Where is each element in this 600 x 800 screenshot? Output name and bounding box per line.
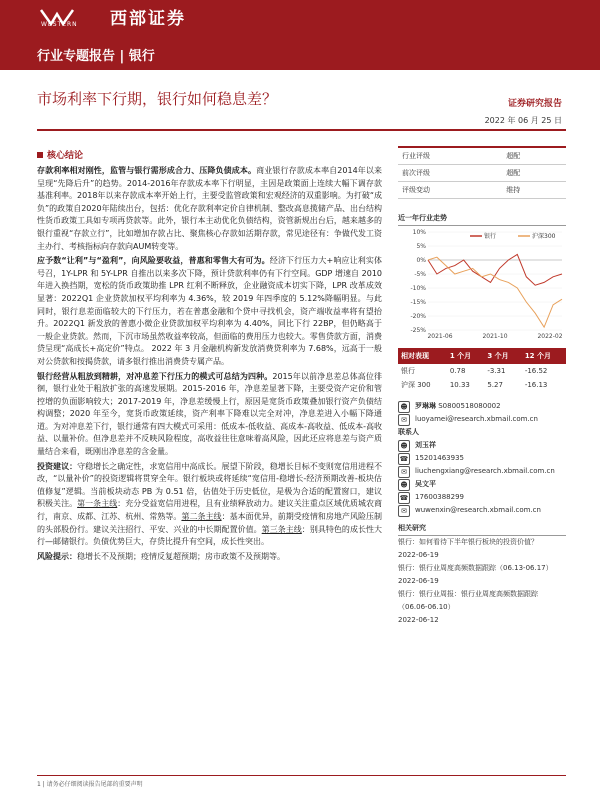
paragraph — [37, 371, 382, 459]
paragraph-lead: 存款利率相对刚性，监管与银行需形成合力、压降负债成本。 — [37, 166, 257, 175]
analyst-row — [398, 413, 566, 426]
mainline-text: ：别具特色的成长性大行—邮储银行。负债优势巨大，存贷比提升有空间，成长性突出。 — [37, 524, 383, 547]
mainline-label: 第二条主线 — [181, 512, 222, 522]
analyst-name: 罗琳琳 — [415, 402, 436, 410]
bullet-icon — [37, 152, 43, 158]
contact-email[interactable]: wuwenxin@research.xbmail.com.cn — [415, 506, 541, 514]
paragraph-lead: 银行经营从粗放到精耕，对冲息差下行压力的模式可总结为四种。 — [37, 371, 273, 381]
x-tick-label: 2021-06 — [427, 333, 453, 340]
x-tick-label: 2022-02 — [537, 333, 563, 340]
sidebar — [398, 146, 566, 627]
phone-icon: ☎ — [399, 493, 409, 502]
related-item-link[interactable]: 银行：银行业周度高频数据跟踪（06.13-06.17） — [398, 564, 553, 572]
phone-icon: ☎ — [399, 454, 409, 463]
analyst-block — [398, 400, 566, 517]
column-header: 1 个月 — [447, 348, 484, 364]
table-cell: 0.78 — [449, 367, 466, 375]
mainline-text: ：充分受益宽信用进程，且有业绩释放动力。建议关注重点区域优质城农商行，南京、成都、江苏、杭州、常熟等。 — [37, 499, 383, 522]
contact-phone: 17600388299 — [415, 493, 464, 501]
y-tick-label: 5% — [416, 243, 426, 250]
paragraph-body: 稳增长不及预期；疫情反复超预期；房市政策不及预期等。 — [77, 551, 285, 561]
table-row — [398, 147, 566, 165]
related-research-heading: 相关研究 — [398, 523, 566, 536]
related-item-link[interactable]: 银行：银行业周报：银行业周度高频数据跟踪（06.06-06.10） — [398, 590, 538, 611]
paragraph-body: 守稳增长之确定性，求宽信用中高成长。展望下阶段，稳增长目标不变则宽信用进程不改，“以量补价”的投资逻辑将贯穿全年。银行板块或将延续“宽信用-稳增长-经济预期改善-板块估值修复”逻辑。当前板块动态 PB 为 0.51 倍，估值处于历史低位，是极为合适的配置窗口，建议积极关注。 — [37, 461, 383, 509]
logo-subtext: WESTERN — [41, 21, 78, 28]
analyst-email[interactable]: luoyamei@research.xbmail.com.cn — [415, 415, 538, 423]
person-icon: ☻ — [398, 440, 410, 452]
contact-name: 刘玉祥 — [415, 441, 436, 449]
table-cell: -3.31 — [487, 367, 506, 375]
contact-row — [398, 439, 566, 452]
contact-label: 联系人 — [398, 428, 419, 436]
rating-value: 超配 — [502, 147, 566, 165]
x-tick-label: 2021-10 — [482, 333, 508, 340]
rating-value: 维持 — [502, 182, 566, 199]
paragraph — [37, 461, 382, 549]
y-tick-label: 0% — [416, 257, 426, 264]
chart-title: 近一年行业走势 — [398, 213, 566, 226]
contact-row — [398, 465, 566, 478]
main-body — [37, 165, 382, 565]
person-icon: ☻ — [398, 479, 410, 491]
table-cell: 银行 — [401, 367, 415, 375]
report-header — [0, 0, 600, 70]
table-row — [398, 165, 566, 182]
mainline-label: 第三条主线 — [261, 524, 302, 534]
series-line-0 — [428, 254, 562, 285]
analyst-cert: S0800518080002 — [438, 402, 501, 410]
paragraph-lead: 应予数“让利”与“盈利”，向风险要收益，普惠和零售大有可为。 — [37, 256, 270, 266]
related-research-list — [398, 536, 566, 627]
legend-label: 银行 — [484, 233, 497, 240]
contact-row — [398, 504, 566, 517]
mainline-text: ：基本面优异，前期受疫情和房地产风险压制的头部股份行。建议关注招行、平安、兴业的中长期配置价值。 — [37, 512, 383, 534]
performance-table — [398, 348, 566, 392]
y-tick-label: 10% — [412, 229, 426, 236]
related-item-link[interactable]: 银行：如何看待下半年银行板块的投资价值？ — [398, 538, 538, 546]
paragraph-lead: 投资建议： — [37, 461, 78, 471]
rating-key: 前次评级 — [398, 165, 502, 182]
column-header: 3 个月 — [484, 348, 521, 364]
mainline-label: 第一条主线 — [77, 499, 118, 509]
person-icon: ☻ — [398, 401, 410, 413]
report-tag: 证券研究报告 — [507, 99, 562, 109]
legend-label: 沪深300 — [532, 233, 556, 240]
table-cell: 沪深 300 — [401, 381, 431, 389]
contact-name: 吴文平 — [415, 480, 436, 488]
related-item-date: 2022-06-12 — [398, 616, 439, 624]
contact-row — [398, 491, 566, 504]
rating-key: 行业评级 — [398, 147, 502, 165]
report-type: 行业专题报告 | 银行 — [37, 49, 155, 64]
mail-icon: ✉ — [398, 505, 410, 517]
contact-phone: 15201463935 — [415, 454, 464, 462]
contact-row — [398, 452, 566, 465]
chart-svg — [398, 226, 566, 344]
y-tick-label: -20% — [410, 313, 426, 320]
section-heading-text: 核心结论 — [47, 151, 84, 161]
analyst-row — [398, 400, 566, 413]
table-row — [398, 182, 566, 199]
table-row — [398, 378, 566, 392]
column-header: 相对表现 — [398, 348, 447, 364]
paragraph-body: 商业银行存款成本率自2014年以来呈现“先降后升”的趋势。2014-2016年存款成本率下行明显，主因是政策面上连续大幅下调存款基准利率。2018年以来存款成本率开始上行，主要受监管政策和宏观经济的双重影响。为打破“成负”的政策自2020年陆续出台，包括：优化存款利率定价自律机制、整改高息揽储产品、出台结构性货币政策工具如专项再贷款等。此外，银行本主动优化负债结构，资管新规出台后，越来越多的银行重视“存款立行”，比如增加存款占比、聚焦核心存款如活期存款，常见途径有：争做代发工资主办行、考核指标向存款向AUM转变等。 — [37, 166, 383, 251]
report-date: 2022 年 06 月 25 日 — [484, 116, 562, 125]
table-cell: 5.27 — [487, 381, 503, 389]
y-tick-label: -15% — [410, 299, 426, 306]
trend-chart — [398, 226, 566, 344]
rating-table — [398, 146, 566, 199]
divider — [37, 129, 566, 131]
paragraph — [37, 165, 382, 253]
paragraph-body: 2015年以前净息差总体高位徘徊，银行业处于粗放扩张的高速发展期。2015-2016 年，净息差显著下降，主要受资产定价和管控增的负面影响较大；2017-2019 年，净息差缓慢上行，原因是宽货币政策叠加银行资产负债结构调整；2020 年至今，宽货币政策延续，资产利率下降难以完全对冲，净息差进入小幅下降通道。为对冲息差下行，银行通常有四大模式可采用：低成本-低收益、高成本-高收益、低成本-高收益、以量补价。但净息差并不反映风险程度，高收益往往意味着高风险，因此还应将息差与资产质量结合来看，既刚出净息差的含金量。 — [37, 371, 383, 457]
paragraph — [37, 551, 382, 564]
table-cell: -16.13 — [524, 381, 548, 389]
related-item-date: 2022-06-19 — [398, 551, 439, 559]
paragraph-body: 经济下行压力大+响应让利实体号召，1Y-LPR 和 5Y-LPR 自推出以来多次下降，预计贷款利率仍有下行空间。GDP 增速自 2010 年进入换挡期，宽松的货币政策助推 LPR 红利不断释放，企业融资成本切实下降，LPR 改革成效显著：2022Q1 企业贷款加权平均利率为 4.36%，较 2019 年四季度的 5.12%降幅明显。与此同时，银行息差面临较大的下行压力，若在普惠金融和个贷中寻找机会，资产端收益率将有望抬升。2022Q1 新发放的普惠小微企业贷款加权平均利率为 4.40%，同比下行 22BP，但仍略高于一般企业贷款。然而，下沉市场虽然收益率较高，但面临的费用压力也较大。零售贷款方面，消费贷呈现“高成长+高定价”特点。 2022 年 3 月金融机构新发放消费贷利率为 7.68%，远高于一般对公贷款和按揭贷款，请多银行推出消费贷专属产品。 — [37, 256, 382, 366]
brand-name: 西部证券 — [110, 9, 186, 29]
page-title: 市场利率下行期，银行如何稳息差？ — [37, 90, 278, 108]
y-tick-label: -5% — [414, 271, 426, 278]
column-header: 12 个月 — [522, 348, 566, 364]
paragraph — [37, 255, 382, 368]
rating-key: 评级变动 — [398, 182, 502, 199]
table-cell: -16.52 — [524, 367, 548, 375]
contact-row — [398, 478, 566, 491]
rating-value: 超配 — [502, 165, 566, 182]
section-heading — [37, 148, 83, 161]
series-line-1 — [428, 257, 562, 327]
table-cell: 10.33 — [449, 381, 470, 389]
table-header-row — [398, 348, 566, 364]
paragraph-lead: 风险提示： — [37, 551, 77, 561]
mail-icon: ✉ — [398, 466, 410, 478]
page-footer: 1 | 请务必仔细阅读报告尾部的重要声明 — [37, 775, 566, 788]
y-tick-label: -10% — [410, 285, 426, 292]
table-row — [398, 364, 566, 378]
related-item-date: 2022-06-19 — [398, 577, 439, 585]
y-tick-label: -25% — [410, 327, 426, 334]
contact-email[interactable]: liuchengxiang@research.xbmail.com.cn — [415, 467, 555, 475]
mail-icon: ✉ — [398, 414, 410, 426]
